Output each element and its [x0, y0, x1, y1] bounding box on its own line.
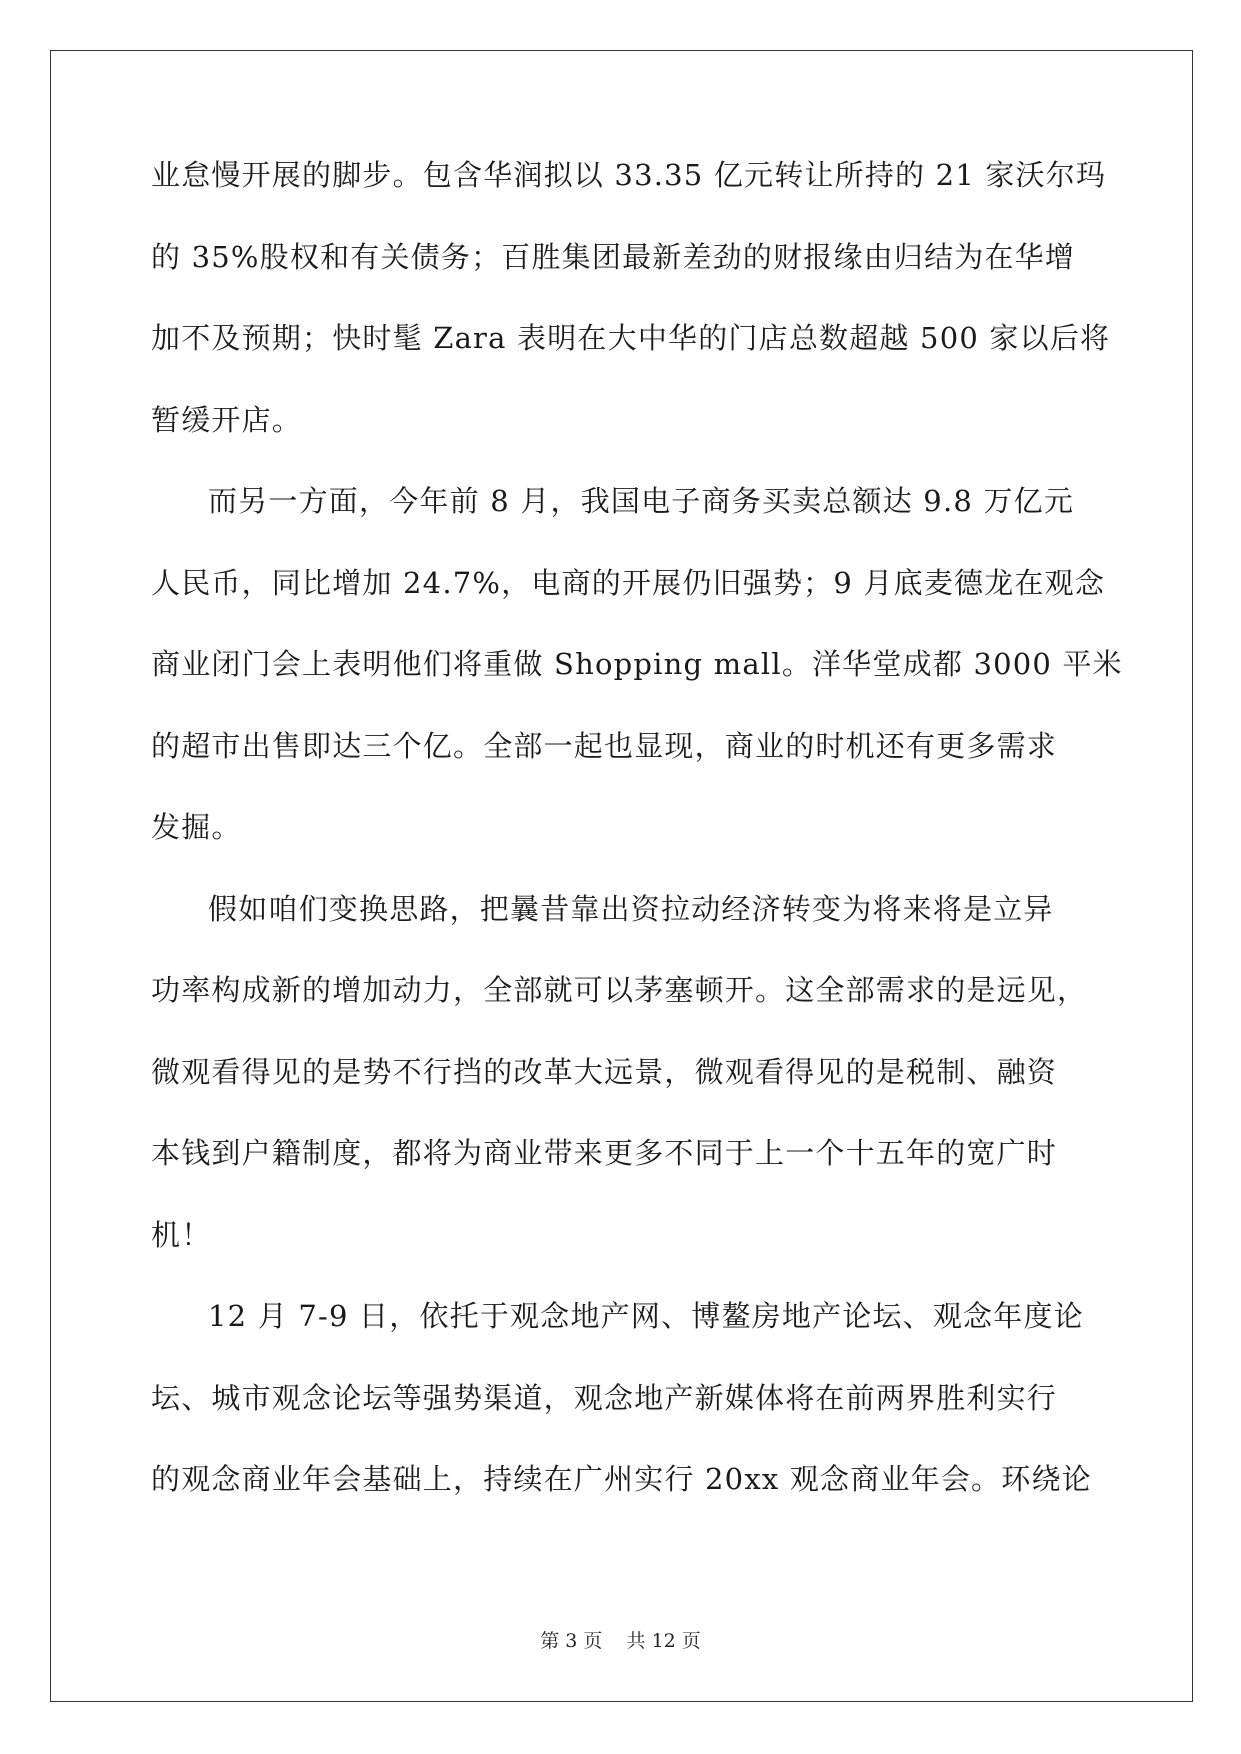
paragraph-4 — [151, 1299, 1092, 1551]
paragraph-1 — [151, 158, 1111, 491]
text-line: 商业闭门会上表明他们将重做 Shopping mall。洋华堂成都 3000 平米 — [151, 647, 1123, 681]
text-line: 功率构成新的增加动力，全部就可以茅塞顿开。这全部需求的是远见， — [151, 973, 1088, 1007]
text-line: 发掘。 — [151, 810, 242, 844]
page-total: 共 12 页 — [626, 1630, 701, 1652]
text-line: 微观看得见的是势不行挡的改革大远景，微观看得见的是税制、融资 — [151, 1054, 1058, 1089]
document-body — [151, 158, 1123, 1551]
text-line: 假如咱们变换思路，把曩昔靠出资拉动经济转变为将来将是立异 — [208, 891, 1054, 926]
page-footer — [0, 1626, 1241, 1653]
text-line: 人民币，同比增加 24.7%，电商的开展仍旧强势；9 月底麦德龙在观念 — [151, 565, 1106, 600]
paragraph-2 — [151, 484, 1123, 899]
text-line: 而另一方面，今年前 8 月，我国电子商务买卖总额达 9.8 万亿元 — [208, 484, 1075, 518]
text-line: 12 月 7-9 日，依托于观念地产网、博鳌房地产论坛、观念年度论 — [208, 1299, 1084, 1333]
text-line: 本钱到户籍制度，都将为商业带来更多不同于上一个十五年的宽广时 — [151, 1136, 1058, 1170]
page-number: 第 3 页 — [540, 1630, 603, 1652]
paragraph-3 — [151, 891, 1091, 1307]
text-line: 的 35%股权和有关债务；百胜集团最新差劲的财报缘由归结为在华增 — [151, 239, 1076, 274]
text-line: 暂缓开店。 — [151, 402, 303, 437]
text-line: 的观念商业年会基础上，持续在广州实行 20xx 观念商业年会。环绕论 — [151, 1462, 1092, 1496]
text-line: 的超市出售即达三个亿。全部一起也显现，商业的时机还有更多需求 — [151, 728, 1058, 763]
text-line: 业怠慢开展的脚步。包含华润拟以 33.35 亿元转让所持的 21 家沃尔玛 — [151, 158, 1107, 192]
text-line: 加不及预期；快时髦 Zara 表明在大中华的门店总数超越 500 家以后将 — [151, 321, 1111, 355]
text-line: 坛、城市观念论坛等强势渠道，观念地产新媒体将在前两界胜利实行 — [151, 1380, 1058, 1415]
text-line: 机！ — [151, 1217, 212, 1252]
